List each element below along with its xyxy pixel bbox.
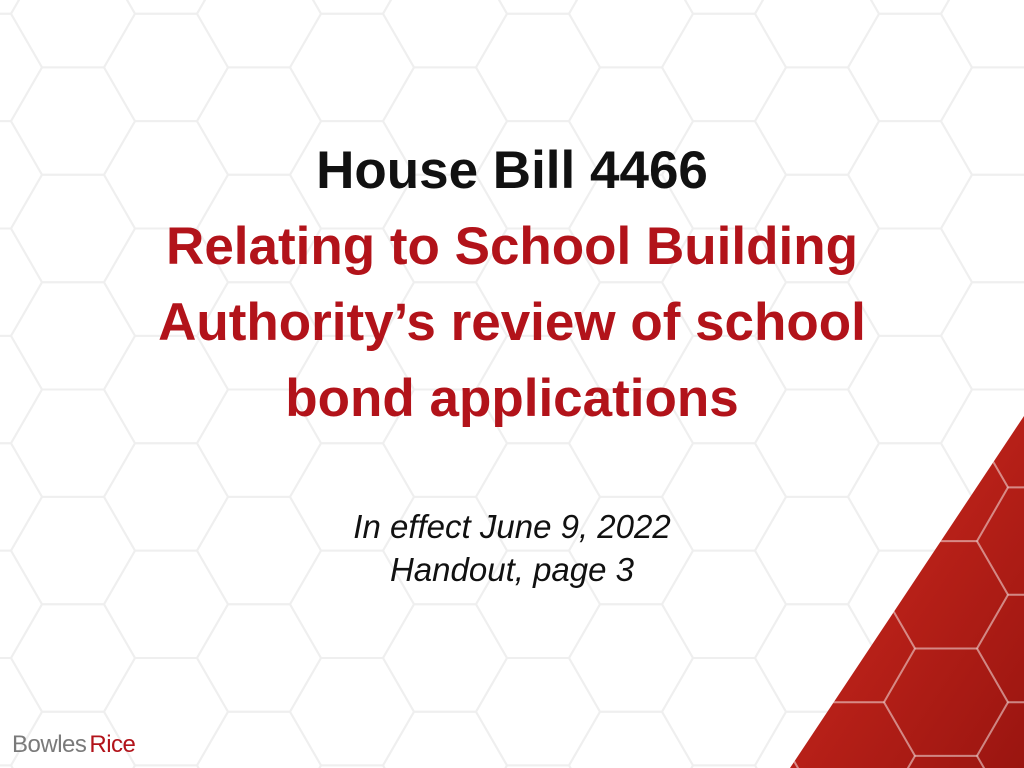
- slide-title: House Bill 4466: [316, 141, 708, 200]
- bowles-rice-logo: [12, 731, 135, 759]
- subtitle-line-1: Relating to School Building: [166, 217, 858, 276]
- subtitle-line-2: Authority’s review of school: [158, 293, 866, 352]
- title-block: [62, 133, 962, 437]
- subtitle-line-3: bond applications: [285, 369, 739, 428]
- info-block: [212, 505, 812, 591]
- hexagon-shape: [698, 649, 822, 756]
- logo-word-bowles: Bowles: [12, 731, 87, 758]
- effective-date: In effect June 9, 2022: [353, 508, 671, 545]
- logo-word-rice: Rice: [89, 731, 136, 758]
- handout-page: Handout, page 3: [389, 551, 635, 588]
